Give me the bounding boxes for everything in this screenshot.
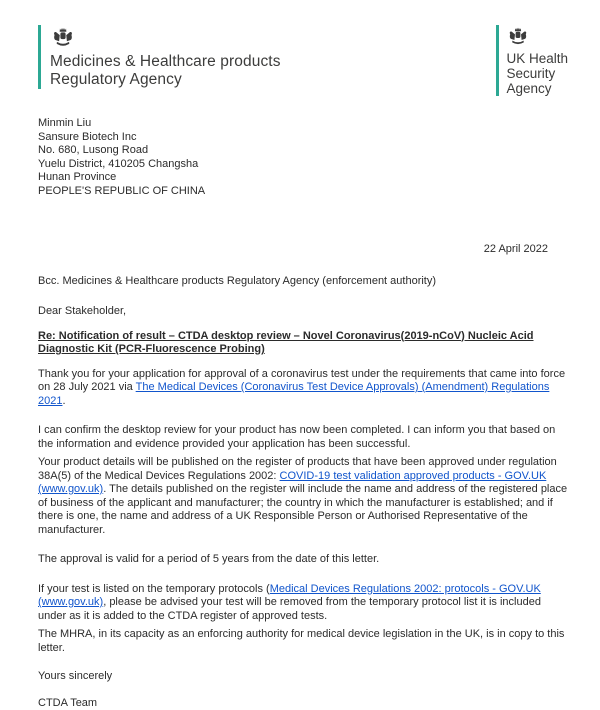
- mhra-logo-line1: Medicines & Healthcare products: [50, 53, 281, 71]
- paragraph-text: Your product details will be published on the register of products that have been approved under regulation 38A(5) of the Medical Devices Regulations 2002:: [38, 456, 557, 482]
- recipient-address-block: [38, 117, 568, 198]
- paragraph-text: Thank you for your application for approval of a coronavirus test under the requirements that came into force on 28 July 2021 via: [38, 368, 565, 394]
- paragraph-text: , please be advised your test will be removed from the temporary protocol list it is included under as it is added to the CTDA register of approved tests.: [38, 596, 541, 622]
- protocols-link[interactable]: Medical Devices Regulations 2002: protocols - GOV.UK (www.gov.uk): [38, 583, 541, 609]
- bcc-line: Bcc. Medicines & Healthcare products Regulatory Agency (enforcement authority): [38, 275, 568, 289]
- paragraph-text: . The details published on the register will include the name and address of the registered place of business of the applicant and manufacturer; the country in which the manufacturer is established; and if there is one, the name and address of a UK Responsible Person or Authorised Representative of the manufacturer.: [38, 483, 567, 536]
- mhra-logo: [38, 25, 281, 89]
- mhra-logo-line2: Regulatory Agency: [50, 71, 281, 89]
- paragraph-text: If your test is listed on the temporary protocols (: [38, 583, 270, 595]
- paragraph-review-confirmation: I can confirm the desktop review for your product has now been completed. I can inform you that based on the information and evidence provided your application has been successful.: [38, 424, 568, 451]
- recipient-company: Sansure Biotech Inc: [38, 131, 568, 145]
- covid-test-validation-link[interactable]: COVID-19 test validation approved products - GOV.UK (www.gov.uk): [38, 470, 546, 496]
- closing-line: Yours sincerely: [38, 670, 568, 684]
- recipient-street: No. 680, Lusong Road: [38, 144, 568, 158]
- subject-line: Re: Notification of result – CTDA desktop review – Novel Coronavirus(2019-nCoV) Nucleic Acid Diagnostic Kit (PCR-Fluorescence Probing): [38, 330, 568, 357]
- ukhsa-logo-line1: UK Health: [506, 51, 568, 66]
- royal-crest-icon: [506, 27, 530, 47]
- medical-devices-regulations-link[interactable]: The Medical Devices (Coronavirus Test Device Approvals) (Amendment) Regulations 2021: [38, 381, 549, 407]
- paragraph-text: .: [62, 395, 65, 407]
- paragraph-temporary-protocols: [38, 583, 568, 624]
- recipient-name: Minmin Liu: [38, 117, 568, 131]
- paragraph-approval-validity: The approval is valid for a period of 5 years from the date of this letter.: [38, 553, 568, 567]
- ukhsa-logo-line3: Agency: [506, 81, 568, 96]
- letter-date: 22 April 2022: [38, 243, 568, 257]
- ukhsa-logo: [496, 25, 568, 96]
- paragraph-register-details: [38, 456, 568, 537]
- letter-header: [38, 25, 568, 96]
- recipient-district: Yuelu District, 410205 Changsha: [38, 158, 568, 172]
- recipient-province: Hunan Province: [38, 171, 568, 185]
- paragraph-mhra-copy: The MHRA, in its capacity as an enforcing authority for medical device legislation in the UK, is in copy to this letter.: [38, 628, 568, 655]
- royal-crest-icon: [50, 27, 76, 49]
- recipient-country: PEOPLE'S REPUBLIC OF CHINA: [38, 185, 568, 199]
- paragraph-application-thanks: [38, 368, 568, 409]
- signature-line: CTDA Team: [38, 697, 568, 710]
- ukhsa-logo-line2: Security: [506, 66, 568, 81]
- salutation: Dear Stakeholder,: [38, 305, 568, 319]
